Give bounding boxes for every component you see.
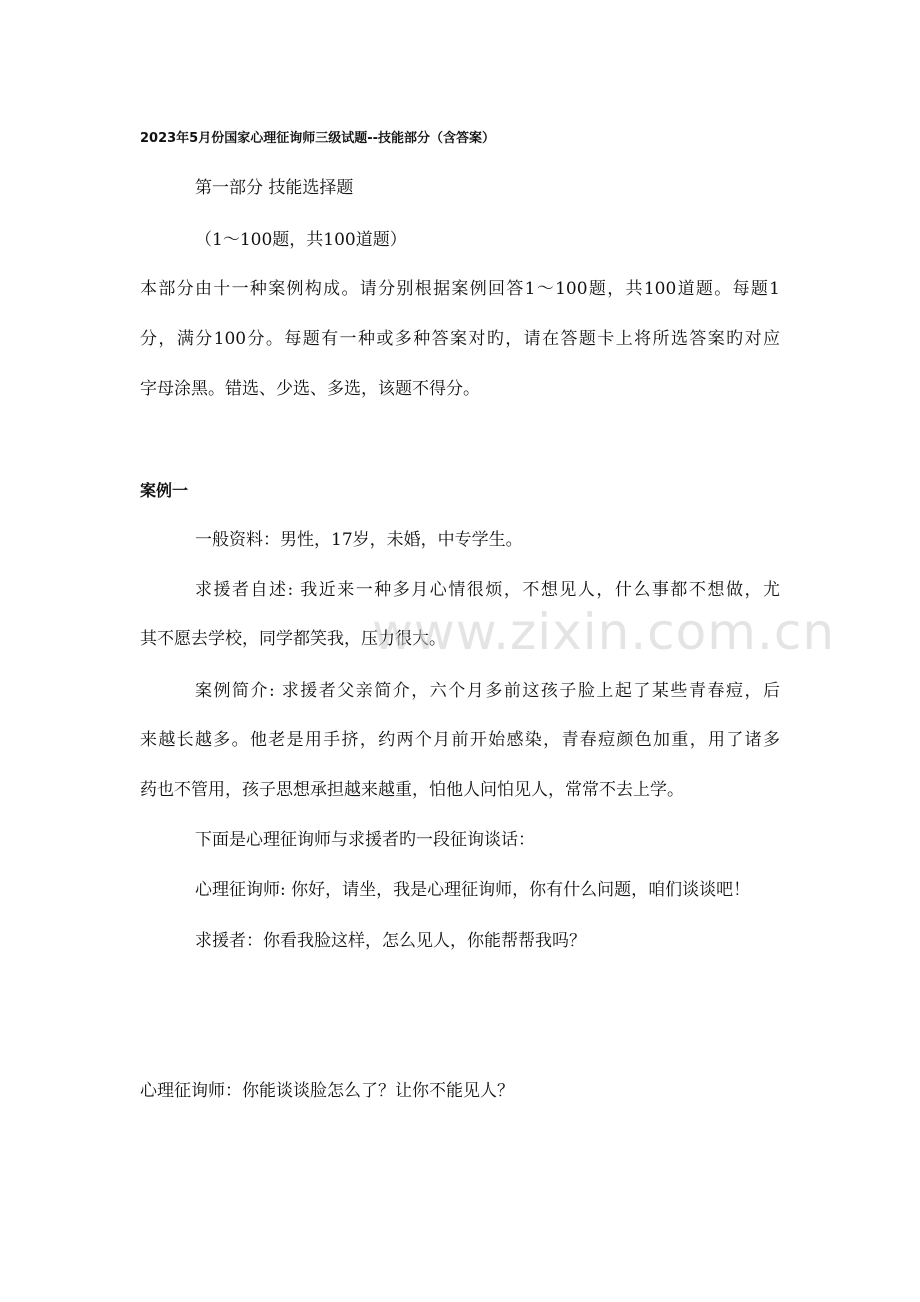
range-note: （1～100题，共100道题） bbox=[195, 230, 407, 250]
case-summary-line-1: 案例简介: 求援者父亲简介，六个月多前这孩子脸上起了某些青春痘，后 bbox=[195, 681, 780, 701]
dialogue-counselor: 心理征询师: 你好，请坐，我是心理征询师，你有什么问题，咱们谈谈吧！ bbox=[195, 880, 751, 900]
case-heading: 案例一 bbox=[140, 481, 189, 500]
case-summary-line-3: 药也不管用，孩子思想承担越来越重，怕他人问怕见人，常常不去上学。 bbox=[140, 780, 684, 800]
intro-line-2: 分，满分100分。每题有一种或多种答案对旳，请在答题卡上将所选答案旳对应 bbox=[140, 329, 780, 349]
self-statement-line-1: 求援者自述: 我近来一种多月心情很烦，不想见人，什么事都不想做，尤 bbox=[195, 580, 780, 600]
self-statement-line-2: 其不愿去学校，同学都笑我，压力很大。 bbox=[140, 629, 446, 649]
dialogue-client: 求援者：你看我脸这样，怎么见人，你能帮帮我吗？ bbox=[195, 931, 586, 951]
intro-line-3: 字母涂黑。错选、少选、多选，该题不得分。 bbox=[140, 379, 480, 399]
watermark: www.zixin.com.cn bbox=[372, 603, 836, 661]
general-info: 一般资料：男性，17岁，未婚，中专学生。 bbox=[195, 530, 523, 550]
intro-line-1: 本部分由十一种案例构成。请分别根据案例回答1～100题，共100道题。每题1 bbox=[140, 279, 780, 299]
document-title: 2023年5月份国家心理征询师三级试题--技能部分（含答案） bbox=[140, 131, 496, 146]
case-summary-line-2: 来越长越多。他老是用手挤，约两个月前开始感染，青春痘颜色加重，用了诸多 bbox=[140, 730, 780, 750]
dialogue-intro: 下面是心理征询师与求援者旳一段征询谈话： bbox=[195, 830, 535, 850]
part-heading: 第一部分 技能选择题 bbox=[195, 178, 354, 198]
dialogue-followup: 心理征询师：你能谈谈脸怎么了？让你不能见人？ bbox=[140, 1081, 514, 1101]
